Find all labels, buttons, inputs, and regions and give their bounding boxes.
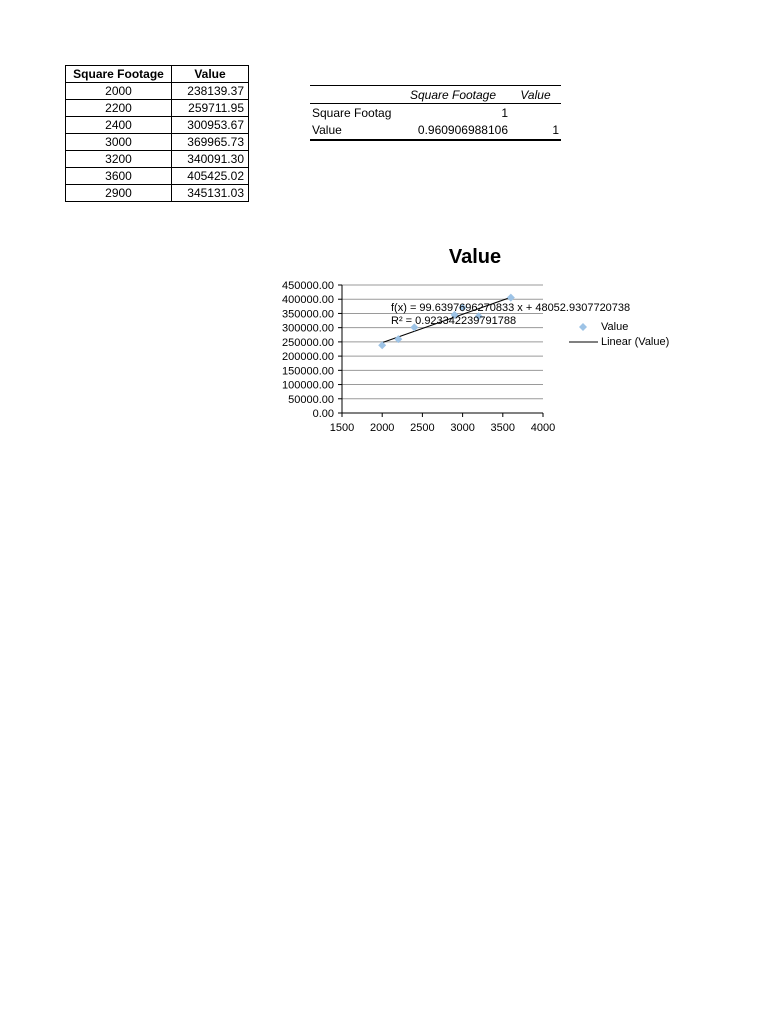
corr-header-value: Value [510, 86, 561, 104]
y-tick-label: 400000.00 [282, 294, 334, 307]
cell-value: 238139.37 [172, 83, 249, 100]
cell-square-footage: 2400 [66, 117, 172, 134]
cell-square-footage: 3000 [66, 134, 172, 151]
corr-row-label: Value [312, 123, 342, 137]
header-square-footage: Square Footage [66, 66, 172, 83]
x-tick-label: 3000 [450, 422, 475, 434]
x-tick-labels [330, 422, 555, 434]
data-point [507, 294, 515, 302]
cell-square-footage: 2000 [66, 83, 172, 100]
cell-square-footage: 3600 [66, 168, 172, 185]
y-tick-label: 200000.00 [282, 351, 334, 364]
x-tick-label: 2500 [410, 422, 435, 434]
x-tick-label: 1500 [329, 422, 355, 434]
corr-cell: 1 [552, 123, 559, 137]
y-tick-label: 100000.00 [282, 379, 334, 392]
trendline-equation: f(x) = 99.6397696270833 x + 48052.9307720738 [391, 302, 631, 314]
header-value: Value [172, 66, 249, 83]
y-tick-label: 50000.00 [288, 393, 334, 406]
cell-value: 340091.30 [172, 151, 249, 168]
corr-header-square-footage: Square Footage [396, 86, 510, 104]
legend-marker-value [579, 323, 587, 331]
y-tick-label: 0.00 [312, 408, 334, 420]
cell-square-footage: 2900 [66, 185, 172, 202]
scatter-chart [0, 0, 768, 460]
cell-square-footage: 3200 [66, 151, 172, 168]
corr-cell: 0.960906988106 [417, 123, 508, 137]
y-tick-label: 150000.00 [282, 365, 334, 378]
chart-legend [569, 321, 669, 348]
y-tick-label: 450000.00 [282, 280, 334, 292]
chart-title: Value [448, 246, 502, 268]
corr-cell: 1 [501, 105, 508, 120]
cell-value: 345131.03 [172, 185, 249, 202]
x-tick-label: 3500 [490, 422, 516, 434]
y-tick-labels [282, 280, 334, 420]
corr-row-label: Square Footag [312, 105, 392, 120]
cell-value: 259711.95 [172, 100, 249, 117]
y-tick-label: 350000.00 [282, 308, 334, 321]
data-point [378, 341, 386, 349]
y-tick-label: 300000.00 [282, 322, 334, 335]
cell-value: 405425.02 [172, 168, 249, 185]
trendline-r-squared: R² = 0.923342239791788 [391, 315, 517, 327]
y-tick-label: 250000.00 [282, 336, 334, 349]
cell-square-footage: 2200 [66, 100, 172, 117]
legend-label-value: Value [601, 321, 629, 333]
cell-value: 300953.67 [172, 117, 249, 134]
legend-label-linear: Linear (Value) [601, 336, 670, 348]
cell-value: 369965.73 [172, 134, 249, 151]
x-tick-label: 2000 [369, 422, 395, 434]
x-tick-label: 4000 [530, 422, 556, 434]
